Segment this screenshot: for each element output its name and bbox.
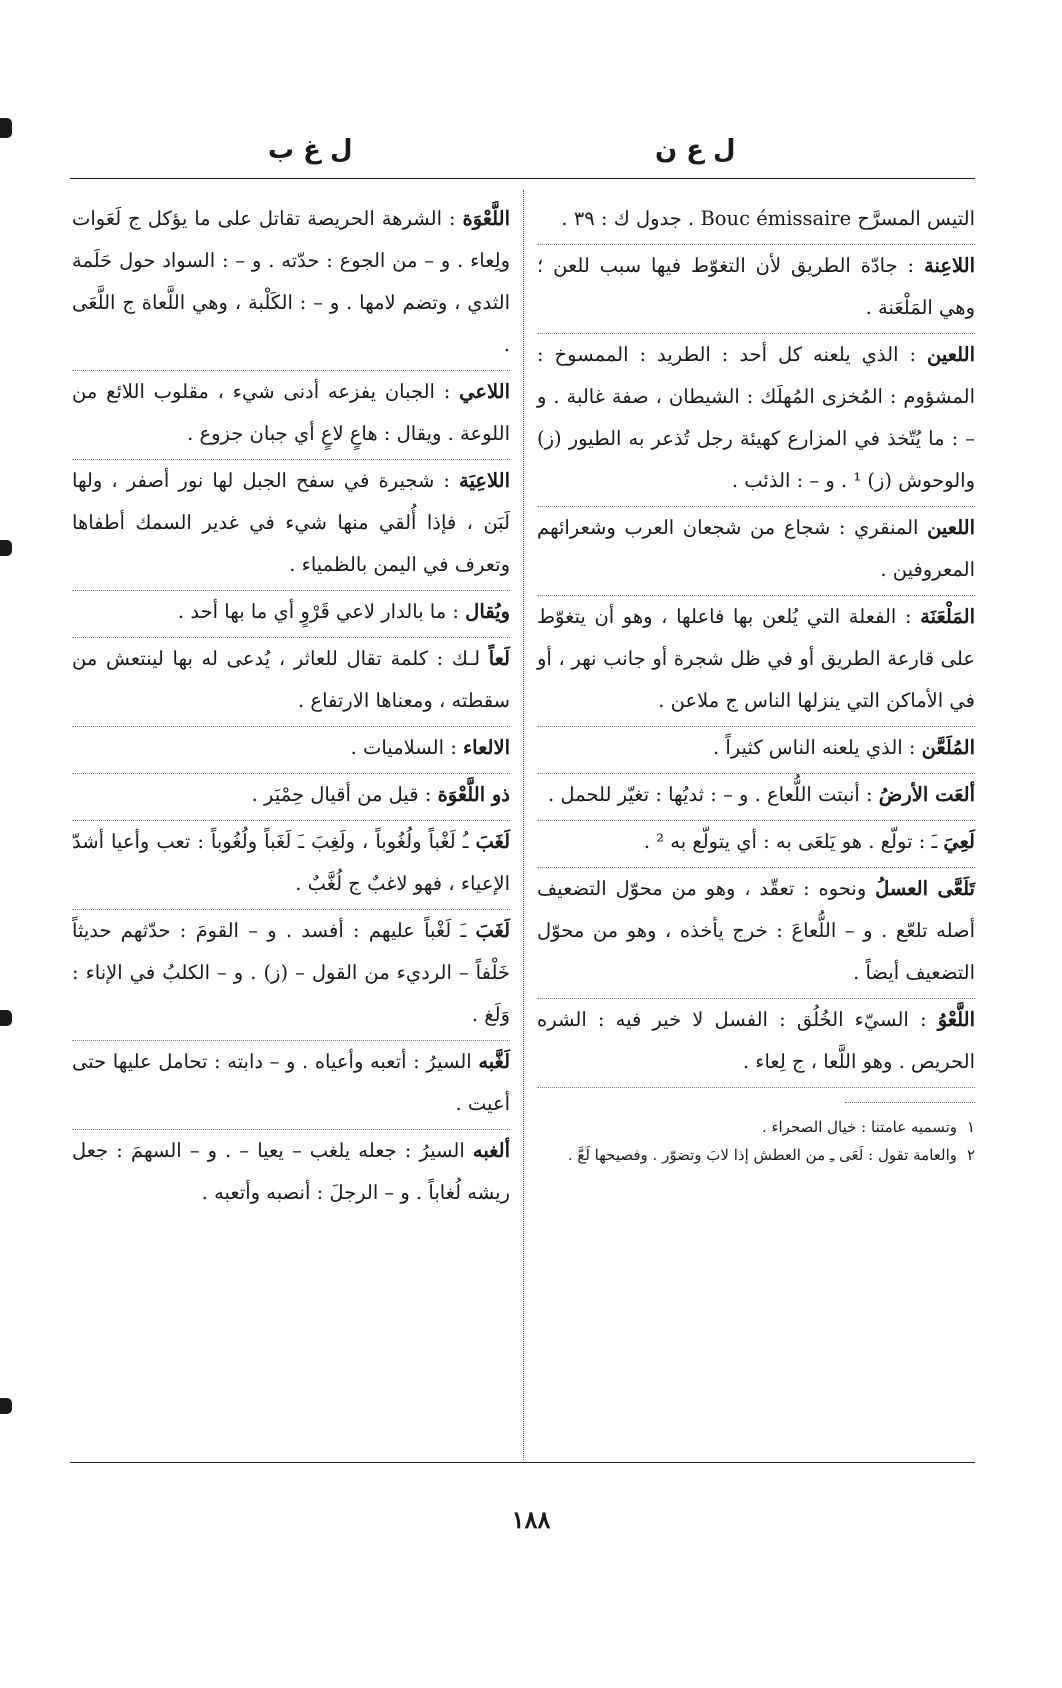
- entry-headword: ألغبه: [472, 1139, 510, 1162]
- header-left-title: ل غ ب: [268, 135, 353, 165]
- dictionary-entry: [72, 198, 510, 371]
- dictionary-entry: [72, 460, 510, 591]
- entry-definition: ـُ لَغْباً ولُغُوباً ، ولَغِبَ ـَ لَغَباً ولُغُوباً : تعب وأعيا أشدّ الإعياء ، فهو لاغبٌ ج لُغَّبٌ .: [72, 830, 510, 895]
- entry-definition: ـَ لَغْباً عليهم : أفسد . و – القومَ : حدّثهم حديثاً خَلْفاً – الرديء من القول – (ز) . و – الكلبُ في الإناء : وَلَغ .: [72, 919, 510, 1026]
- entry-headword: لَعاً: [488, 647, 510, 670]
- entry-definition: : الفعلة التي يُلعن بها فاعلها ، وهو أن يتغوّط على قارعة الطريق أو في ظل شجرة أو جانب نهر ، أو في الأماكن التي ينزلها الناس ج ملاعن .: [537, 605, 975, 712]
- entry-headword: تَلَعَّى العسلُ: [875, 877, 975, 900]
- entry-headword: المُلَعَّن: [921, 736, 975, 759]
- dictionary-entry: [72, 371, 510, 460]
- edge-mark-middle: [0, 1010, 12, 1026]
- dictionary-entry: [537, 821, 975, 868]
- entry-definition: : جادّة الطريق لأن التغوّط فيها سبب للعن ؛ وهي المَلْعَنة .: [537, 254, 975, 319]
- header-right-title: ل ع ن: [655, 135, 736, 165]
- entry-headword: ويُقال: [465, 600, 510, 623]
- page-number: ١٨٨: [511, 1505, 551, 1534]
- header-rule: [70, 178, 975, 179]
- entry-headword: الالعاء: [463, 736, 510, 759]
- dictionary-entry: [72, 591, 510, 638]
- entry-definition: : السيّء الخُلُق : الفسل لا خير فيه : الشره الحريص . وهو اللَّعا ، ج لِعاء .: [537, 1008, 975, 1073]
- footnote-text: وتسميه عامتنا : خيال الصحراء .: [761, 1118, 957, 1136]
- entry-headword: لَغَبَ: [475, 919, 511, 942]
- entry-definition: لـك : كلمة تقال للعاثر ، يُدعى له بها لينتعش من سقطته ، ومعناها الارتفاع .: [72, 647, 510, 712]
- dictionary-entry: [537, 245, 975, 334]
- dictionary-entry: [537, 999, 975, 1088]
- dictionary-entry: [537, 596, 975, 727]
- dictionary-entry: [72, 774, 510, 821]
- footnote-separator: [845, 1102, 975, 1103]
- entry-definition: : الذي يلعنه الناس كثيراً .: [712, 736, 916, 759]
- dictionary-entry: [537, 334, 975, 507]
- entry-definition: ونحوه : تعقّد ، وهو من محوّل التضعيف أصله تلعّع . و – اللُّعاعَ : خرج يأخذه ، وهو من محوّل التضعيف أيضاً .: [537, 877, 975, 984]
- entry-headword: اللاعِيَة: [459, 469, 510, 492]
- footnote-number: ٢: [966, 1146, 975, 1164]
- edge-mark-top: [0, 118, 12, 138]
- dictionary-entry: [72, 727, 510, 774]
- footnote-text: والعامة تقول : لَعَى ـِ من العطش إذا لابَ وتضوّر . وفصيحها لَعَّ .: [567, 1146, 957, 1164]
- entry-definition: : السلاميات .: [350, 736, 457, 759]
- entry-definition: السيرُ : أتعبه وأعياه . و – دابته : تحامل عليها حتى أعيت .: [72, 1050, 510, 1115]
- entry-definition: التيس المسرَّح Bouc émissaire . جدول ك : ٣٩ .: [561, 207, 975, 230]
- footnote: [537, 1141, 975, 1169]
- dictionary-entry: [537, 507, 975, 596]
- left-column: [72, 198, 510, 1218]
- edge-mark-upper: [0, 540, 12, 556]
- dictionary-entry: [72, 1130, 510, 1218]
- dictionary-entry: [537, 774, 975, 821]
- dictionary-entry: [537, 868, 975, 999]
- dictionary-entry: [72, 821, 510, 910]
- column-divider: [523, 190, 524, 1460]
- footnotes: [537, 1113, 975, 1169]
- dictionary-entry: [537, 727, 975, 774]
- footnote: [537, 1113, 975, 1141]
- entry-headword: اللَّعْوَة: [462, 207, 510, 230]
- entry-headword: اللاعي: [459, 380, 511, 403]
- bottom-rule: [70, 1462, 975, 1463]
- entry-definition: السيرُ : جعله يلغب – يعيا – . و – السهمَ : جعل ريشه لُغاباً . و – الرجلَ : أنصبه وأتعبه .: [72, 1139, 510, 1204]
- entry-headword: اللعين: [927, 343, 975, 366]
- entry-headword: ألعَت الأرضُ: [878, 783, 975, 806]
- dictionary-entry: [72, 910, 510, 1041]
- entry-headword: اللعين: [927, 516, 976, 539]
- entry-headword: المَلْعَنَة: [920, 605, 975, 628]
- entry-definition: : الشرهة الحريصة تقاتل على ما يؤكل ج لَعَوات ولِعاء . و – من الجوع : حدّته . و – : السواد حول حَلَمة الثدي ، وتضم لامها . و – : الكَلْبة ، وهي اللَّعاة ج اللَّعَى .: [72, 207, 510, 356]
- entry-definition: : أنبتت اللُّعاع . و – : ثديُها : تغيّر للحمل .: [548, 783, 873, 806]
- entry-definition: المنقري : شجاع من شجعان العرب وشعرائهم المعروفين .: [537, 516, 975, 581]
- entry-definition: : الجبان يفزعه أدنى شيء ، مقلوب اللائع من اللوعة . ويقال : هاعٍ لاعٍ أي جبان جزوع .: [72, 380, 510, 445]
- entry-definition: : ما بالدار لاعي قَرْوٍ أي ما بها أحد .: [178, 600, 459, 623]
- entry-definition: ـَ : تولّع . هو يَلعَى به : أي يتولّع به ² .: [643, 830, 938, 853]
- entry-headword: اللَّعْوُ: [937, 1008, 975, 1031]
- entry-headword: اللاعِنة: [924, 254, 975, 277]
- entry-headword: لَغَّبه: [478, 1050, 511, 1073]
- entry-definition: : الذي يلعنه كل أحد : الطريد : الممسوخ : المشؤوم : المُخزى المُهلَك : الشيطان ، صفة غالبة . و – : ما يُتّخذ في المزارع كهيئة رجل تُذعر به الطيور (ز) والوحوش (ز) ¹ . و – : الذئب .: [537, 343, 975, 492]
- footnote-number: ١: [966, 1118, 975, 1136]
- dictionary-entry: [537, 198, 975, 245]
- entry-headword: لَعِيَ: [943, 830, 975, 853]
- entry-definition: : شجيرة في سفح الجبل لها نور أصفر ، ولها لَبَن ، فإذا أُلقي منها شيء في غدير السمك أطفاها وتعرف في اليمن بالظمياء .: [72, 469, 510, 576]
- dictionary-entry: [72, 638, 510, 727]
- edge-mark-lower: [0, 1398, 12, 1414]
- dictionary-entry: [72, 1041, 510, 1130]
- right-column: [537, 198, 975, 1169]
- entry-definition: : قيل من أقيال حِمْيَر .: [251, 783, 432, 806]
- entry-headword: ذو اللَّعْوَة: [437, 783, 510, 806]
- entry-headword: لَغَبَ: [475, 830, 511, 853]
